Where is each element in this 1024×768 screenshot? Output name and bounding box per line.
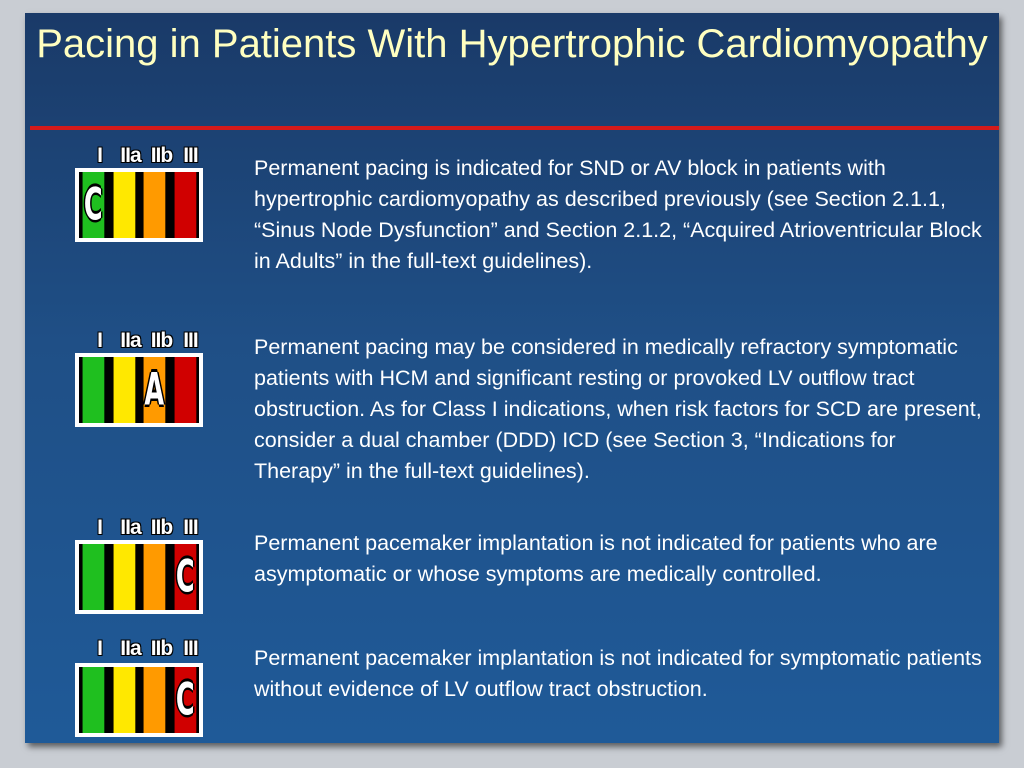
class-iib-cell — [144, 544, 165, 610]
class-indicator — [75, 663, 203, 737]
class-iia-cell — [113, 667, 134, 733]
class-iia-cell — [113, 172, 134, 238]
class-label-iii: III — [183, 144, 198, 167]
class-iii-cell — [174, 172, 195, 238]
class-i-cell — [83, 667, 104, 733]
class-header — [85, 637, 205, 661]
level-of-evidence: C — [175, 551, 195, 603]
class-label-i: I — [97, 637, 102, 660]
slide — [25, 13, 999, 743]
class-i-cell — [83, 357, 104, 423]
class-header — [85, 516, 205, 540]
class-header — [85, 144, 205, 168]
class-i-cell — [83, 544, 104, 610]
recommendation-text: Permanent pacing may be considered in medically refractory symptomatic patients with HCM and significant resting or provoked LV outflow tract obstruction. As for Class I indications, when risk factors for SCD are present, consider a dual chamber (DDD) ICD (see Section 3, “Indications for Therapy” in the full-text guidelines). — [254, 335, 982, 483]
class-iii-cell — [174, 357, 195, 423]
class-indicator — [75, 540, 203, 614]
class-label-i: I — [97, 516, 102, 539]
class-label-iib: IIb — [150, 144, 173, 167]
class-label-iib: IIb — [150, 516, 173, 539]
class-label-iia: IIa — [120, 516, 141, 539]
recommendation-text: Permanent pacemaker implantation is not indicated for symptomatic patients without evidence of LV outflow tract obstruction. — [254, 646, 982, 701]
level-of-evidence: A — [144, 364, 165, 416]
class-label-iii: III — [183, 637, 198, 660]
class-iib-cell — [144, 357, 165, 423]
class-label-iii: III — [183, 516, 198, 539]
class-iib-cell — [144, 172, 165, 238]
level-of-evidence: C — [175, 674, 195, 726]
class-label-iia: IIa — [120, 144, 141, 167]
slide-title: Pacing in Patients With Hypertrophic Cardiomyopathy — [36, 22, 988, 66]
class-label-iii: III — [183, 329, 198, 352]
title-divider — [30, 126, 999, 130]
class-i-cell — [83, 172, 104, 238]
class-label-iia: IIa — [120, 329, 141, 352]
class-label-iia: IIa — [120, 637, 141, 660]
class-header — [85, 329, 205, 353]
class-iia-cell — [113, 544, 134, 610]
class-iia-cell — [113, 357, 134, 423]
level-of-evidence: C — [83, 179, 103, 231]
class-label-i: I — [97, 144, 102, 167]
class-iii-cell — [174, 544, 195, 610]
recommendation-text: Permanent pacemaker implantation is not indicated for patients who are asymptomatic or whose symptoms are medically controlled. — [254, 531, 938, 586]
class-label-iib: IIb — [150, 637, 173, 660]
recommendation-text: Permanent pacing is indicated for SND or AV block in patients with hypertrophic cardiomyopathy as described previously (see Section 2.1.1, “Sinus Node Dysfunction” and Section 2.1.2, “Acquired Atrioventricular Block in Adults” in the full-text guidelines). — [254, 156, 982, 273]
class-iii-cell — [174, 667, 195, 733]
class-iib-cell — [144, 667, 165, 733]
class-indicator — [75, 168, 203, 242]
class-label-i: I — [97, 329, 102, 352]
class-label-iib: IIb — [150, 329, 173, 352]
class-indicator — [75, 353, 203, 427]
